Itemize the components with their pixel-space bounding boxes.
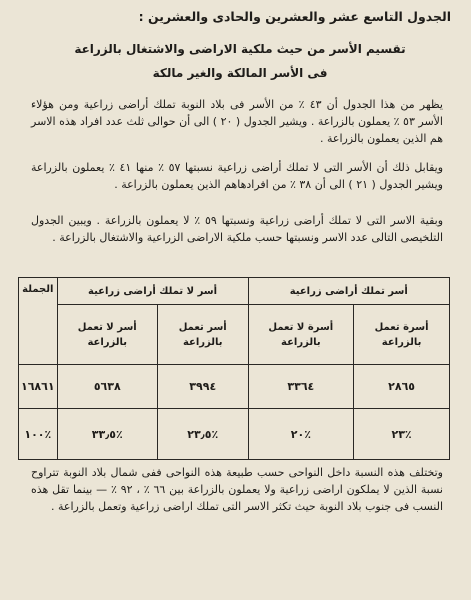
- count-owning-working: ٢٨٦٥: [354, 365, 450, 409]
- header-owning-group: أسر تملك أراضى زراعية: [248, 278, 449, 305]
- table-subtitle-1: تقسيم الأسر من حيث ملكية الاراضى والاشتغال بالزراعة: [74, 42, 406, 56]
- paragraph-1: يظهر من هذا الجدول أن ٤٣ ٪ من الأسر فى بلاد النوبة تملك أراضى زراعية ومن هؤلاء الأسر ٥٣ ٪ يعملون بالزراعة . ويشير الجدول ( ٢٠ ) الى أن حوالى ثلث عدد افراد هذه الاسر هم الذين يعملون بالزراعة .: [31, 98, 443, 145]
- percent-not-owning-working: ٪٢٣٫٥: [157, 409, 248, 460]
- table-subtitle-2: فى الأسر المالكة والغير مالكة: [152, 66, 328, 80]
- paragraph-4: وتختلف هذه النسبة داخل النواحى حسب طبيعة هذه النواحى ففى شمال بلاد النوبة تتراوح نسبة الذين لا يملكون اراضى زراعية ولا يعملون بالزراعة بين ٦٦ ٪ ، ٩٢ ٪ — بينما تقل هذه النسب فى جنوب بلاد النوبة حيث تكثر الاسر التى تملك اراضى زراعية وتعمل بالزراعة .: [31, 466, 443, 513]
- header-owning-working: أسرة تعمل بالزراعة: [354, 305, 450, 365]
- header-not-owning-working: أسر تعمل بالزراعة: [157, 305, 248, 365]
- table-row-counts: [19, 365, 450, 409]
- summary-table: [18, 277, 450, 460]
- header-not-owning-not-working: أسر لا تعمل بالزراعة: [57, 305, 157, 365]
- count-not-owning-working: ٣٩٩٤: [157, 365, 248, 409]
- percent-owning-working: ٪٢٣: [354, 409, 450, 460]
- paragraph-2: ويقابل ذلك أن الأسر التى لا تملك أراضى زراعية نسبتها ٥٧ ٪ منها ٤١ ٪ يعملون بالزراعة ويشير الجدول ( ٢١ ) الى أن ٣٨ ٪ من افرادهاهم الذين يعملون بالزراعة .: [31, 161, 444, 191]
- table-row-percents: [19, 409, 450, 460]
- count-total: ١٦٨٦١: [19, 365, 58, 409]
- percent-owning-not-working: ٪٢٠: [248, 409, 354, 460]
- header-not-owning-group: أسر لا تملك أراضى زراعية: [57, 278, 248, 305]
- count-owning-not-working: ٣٣٦٤: [248, 365, 354, 409]
- count-not-owning-not-working: ٥٦٣٨: [57, 365, 157, 409]
- table-heading: الجدول التاسع عشر والعشرين والحادى والعشرين :: [138, 9, 451, 24]
- percent-total: ٪١٠٠: [19, 409, 58, 460]
- header-owning-not-working: أسرة لا تعمل بالزراعة: [248, 305, 354, 365]
- header-total: الجملة: [19, 278, 58, 365]
- paragraph-3: وبقية الاسر التى لا تملك أراضى زراعية ونسبتها ٥٩ ٪ لا يعملون بالزراعة . ويبين الجدول التلخيصى التالى عدد الاسر ونسبتها حسب ملكية الاراضى الزراعية والاشتغال بالزراعة .: [31, 214, 444, 244]
- percent-not-owning-not-working: ٪٣٣٫٥: [57, 409, 157, 460]
